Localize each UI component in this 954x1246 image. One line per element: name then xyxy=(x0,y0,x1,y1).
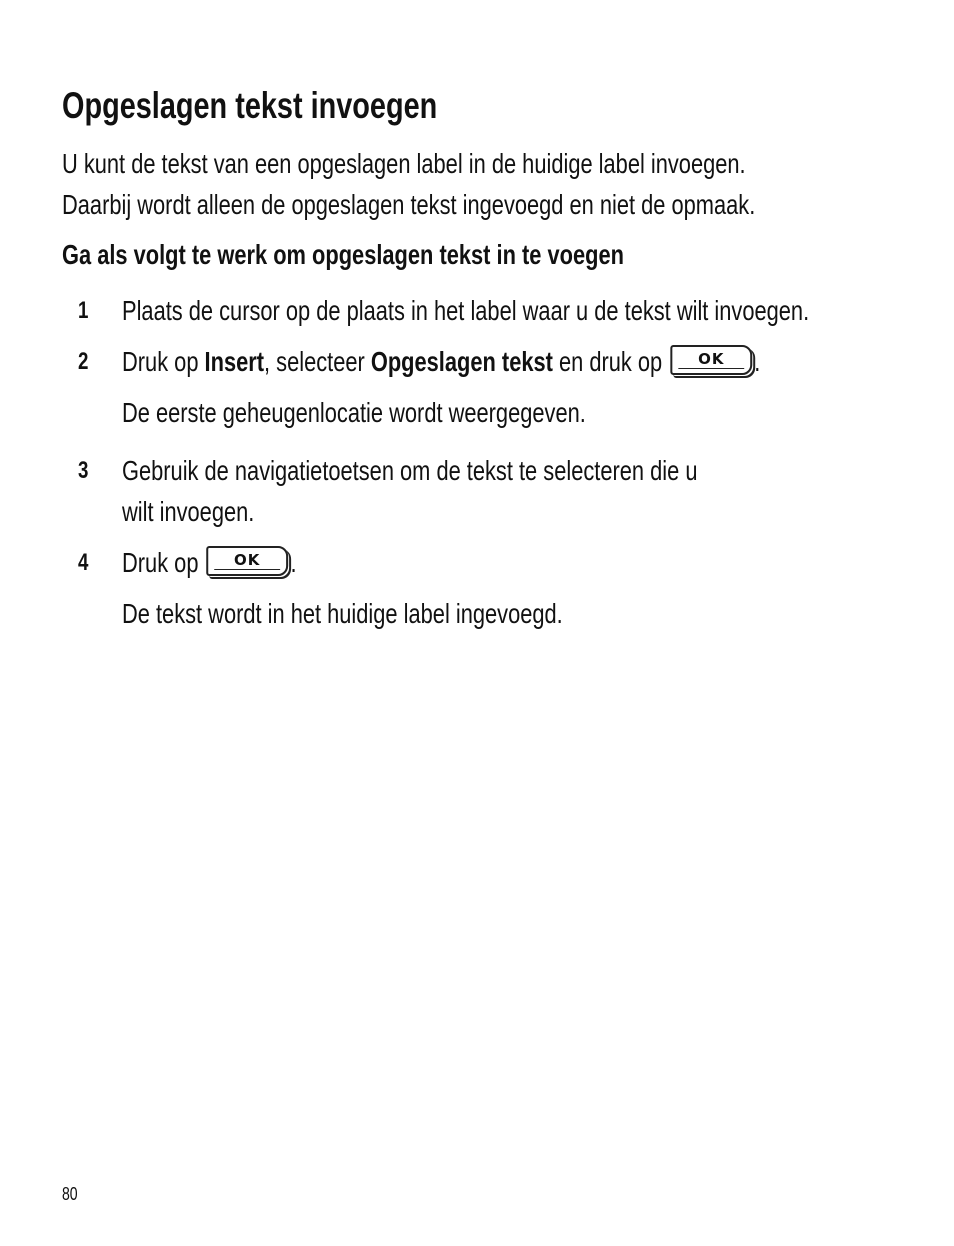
step-3-number: 3 xyxy=(78,457,89,484)
intro-line-1: U kunt de tekst van een opgeslagen label in de huidige label invoegen. xyxy=(62,148,746,179)
page-number: 80 xyxy=(62,1184,78,1204)
step-3-text: Gebruik de navigatietoetsen om de tekst te selecteren die u wilt invoegen. xyxy=(122,455,698,527)
step-4-result: De tekst wordt in het huidige label ingevoegd. xyxy=(122,598,563,629)
step-4-text: Druk op OK . xyxy=(122,547,297,578)
ok-key-icon: OK xyxy=(206,546,288,576)
step-2-number: 2 xyxy=(78,348,89,375)
step-4-number: 4 xyxy=(78,549,89,576)
step-1-text: Plaats de cursor op de plaats in het label waar u de tekst wilt invoegen. xyxy=(122,295,810,326)
step-2-text: Druk op Insert, selecteer Opgeslagen tekst en druk op OK . xyxy=(122,346,761,377)
procedure-heading: Ga als volgt te werk om opgeslagen tekst in te voegen xyxy=(62,239,624,270)
saved-text-option-label: Opgeslagen tekst xyxy=(370,346,553,377)
ok-key-icon: OK xyxy=(670,345,752,375)
step-2-result: De eerste geheugenlocatie wordt weergegeven. xyxy=(122,397,586,428)
page-title: Opgeslagen tekst invoegen xyxy=(62,85,438,126)
step-1-number: 1 xyxy=(78,297,89,324)
intro-line-2: Daarbij wordt alleen de opgeslagen tekst ingevoegd en niet de opmaak. xyxy=(62,189,756,220)
intro-paragraph xyxy=(62,143,951,225)
insert-key-label: Insert xyxy=(204,346,265,377)
